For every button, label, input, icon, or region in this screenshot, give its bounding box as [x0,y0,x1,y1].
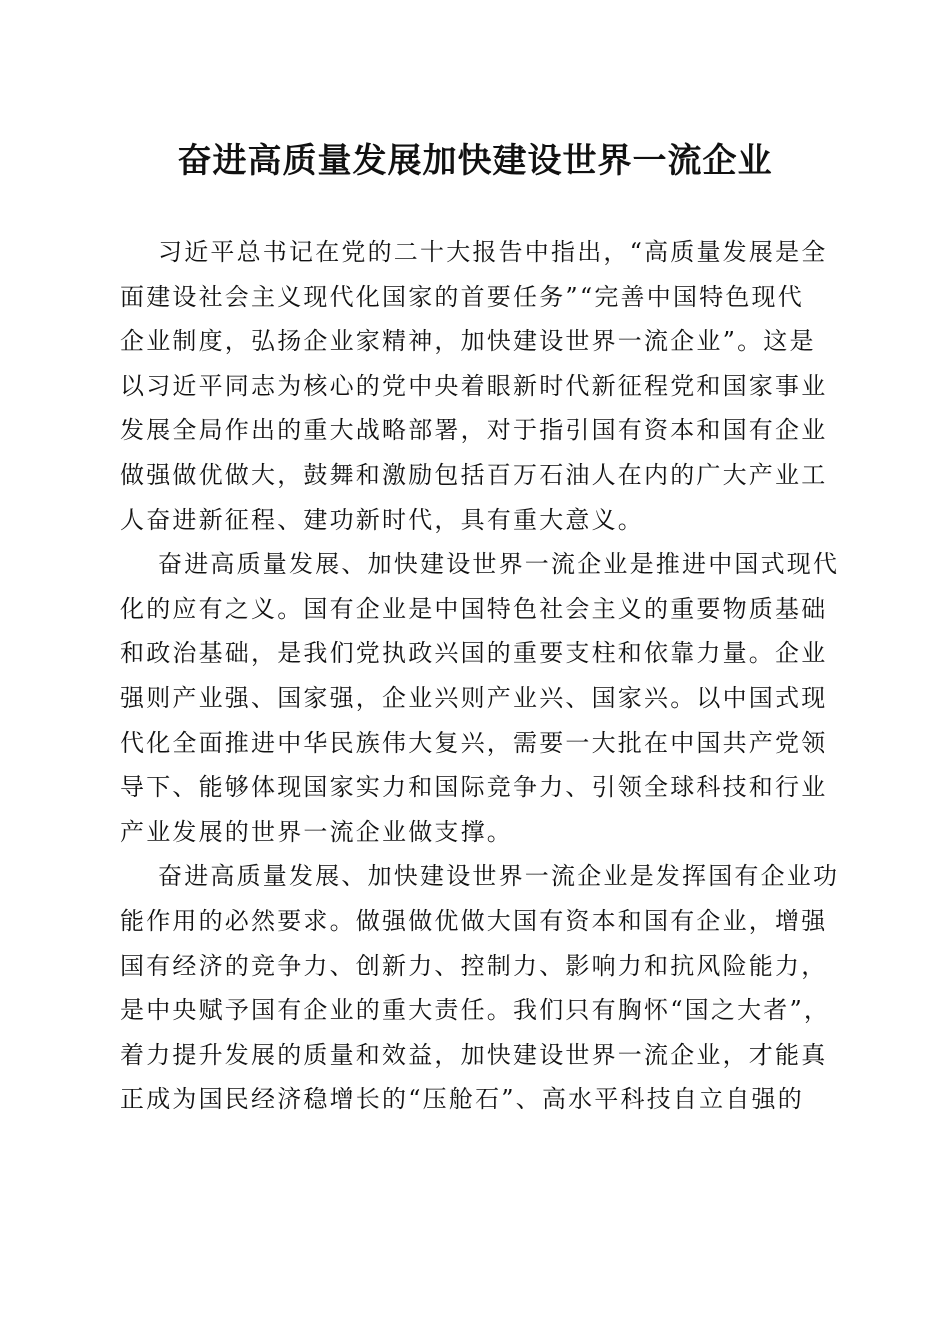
paragraph-line: 做强做优做大，鼓舞和激励包括百万石油人在内的广大产业工 [120,460,828,489]
paragraph-3 [120,854,840,1122]
paragraph-line: 人奋进新征程、建功新时代，具有重大意义。 [120,505,644,534]
paragraph-line: 代化全面推进中华民族伟大复兴，需要一大批在中国共产党领 [120,728,828,757]
paragraph-line: 企业制度，弘扬企业家精神，加快建设世界一流企业”。这是 [120,327,816,356]
paragraph-line: 是中央赋予国有企业的重大责任。我们只有胸怀“国之大者”， [120,996,831,1025]
paragraph-line: 面建设社会主义现代化国家的首要任务”“完善中国特色现代 [120,282,804,311]
paragraph-line: 奋进高质量发展、加快建设世界一流企业是推进中国式现代 [158,550,840,579]
paragraph-line: 着力提升发展的质量和效益，加快建设世界一流企业，才能真 [120,1040,828,1069]
paragraph-line: 国有经济的竞争力、创新力、控制力、影响力和抗风险能力， [120,951,828,980]
paragraph-line: 强则产业强、国家强，企业兴则产业兴、国家兴。以中国式现 [120,683,828,712]
paragraph-line: 产业发展的世界一流企业做支撑。 [120,817,513,846]
paragraph-line: 奋进高质量发展、加快建设世界一流企业是发挥国有企业功 [158,862,840,891]
paragraph-line: 和政治基础，是我们党执政兴国的重要支柱和依靠力量。企业 [120,639,828,668]
document-body [120,230,840,1122]
document-title: 奋进高质量发展加快建设世界一流企业 [177,141,773,181]
paragraph-line: 能作用的必然要求。做强做优做大国有资本和国有企业，增强 [120,906,828,935]
paragraph-line: 化的应有之义。国有企业是中国特色社会主义的重要物质基础 [120,594,828,623]
paragraph-2 [120,542,840,854]
paragraph-line: 习近平总书记在党的二十大报告中指出，“高质量发展是全 [158,238,828,266]
paragraph-1 [120,230,826,542]
paragraph-line: 正成为国民经济稳增长的“压舱石”、高水平科技自立自强的 [120,1085,804,1114]
paragraph-line: 发展全局作出的重大战略部署，对于指引国有资本和国有企业 [120,416,828,445]
paragraph-line: 导下、能够体现国家实力和国际竞争力、引领全球科技和行业 [120,773,828,802]
paragraph-line: 以习近平同志为核心的党中央着眼新时代新征程党和国家事业 [120,371,828,400]
